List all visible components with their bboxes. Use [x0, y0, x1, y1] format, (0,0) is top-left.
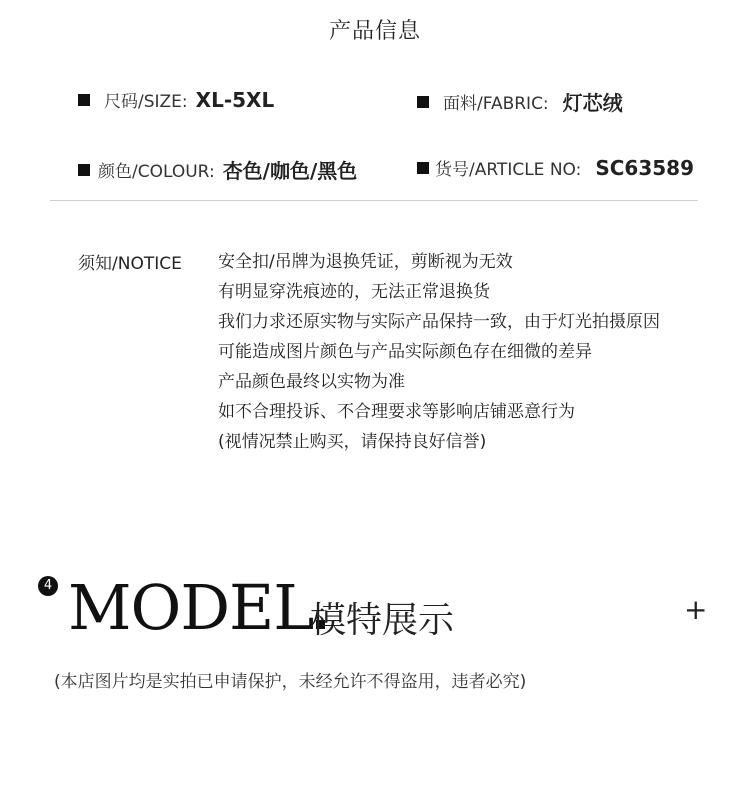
notice-line: 有明显穿洗痕迹的，无法正常退换货: [218, 282, 490, 302]
model-title-cn: 模特展示: [310, 600, 455, 641]
notice-line: 如不合理投诉、不合理要求等影响店铺恶意行为: [218, 402, 575, 422]
spec-size: [78, 87, 274, 112]
notice-line: 可能造成图片颜色与产品实际颜色存在细微的差异: [218, 342, 592, 362]
spec-fabric-label: 面料/FABRIC:: [443, 94, 549, 114]
divider: [50, 200, 698, 201]
copyright-disclaimer: (本店图片均是实拍已申请保护，未经允许不得盗用，违者必究): [54, 672, 527, 692]
spec-article-label: 货号/ARTICLE NO:: [435, 160, 582, 180]
notice-line: 安全扣/吊牌为退换凭证，剪断视为无效: [218, 252, 513, 272]
notice-list: [218, 247, 660, 457]
section-number-badge: 4: [38, 576, 58, 596]
spec-size-value: XL-5XL: [195, 87, 275, 112]
bullet-square-icon: [78, 94, 90, 106]
spec-size-label: 尺码/SIZE:: [104, 92, 188, 112]
bullet-square-icon: [78, 164, 90, 176]
model-title-en-text: MODEL: [68, 571, 314, 644]
notice-line: 我们力求还原实物与实际产品保持一致，由于灯光拍摄原因: [218, 312, 660, 332]
page-title: 产品信息: [328, 19, 421, 44]
spec-article: [417, 155, 694, 180]
spec-fabric: [417, 87, 623, 116]
bullet-square-icon: [417, 162, 429, 174]
bullet-square-icon: [417, 96, 429, 108]
notice-line: (视情况禁止购买，请保持良好信誉): [218, 432, 487, 452]
spec-colour-value: 杏色/咖色/黑色: [222, 159, 358, 183]
spec-article-value: SC63589: [595, 155, 695, 180]
spec-colour: [78, 155, 357, 184]
plus-icon[interactable]: +: [684, 593, 708, 626]
notice-line: 产品颜色最终以实物为准: [218, 372, 405, 392]
spec-fabric-value: 灯芯绒: [562, 91, 623, 115]
model-title-en: [68, 568, 325, 648]
spec-colour-label: 颜色/COLOUR:: [98, 162, 215, 182]
notice-label: 须知/NOTICE: [78, 254, 182, 274]
